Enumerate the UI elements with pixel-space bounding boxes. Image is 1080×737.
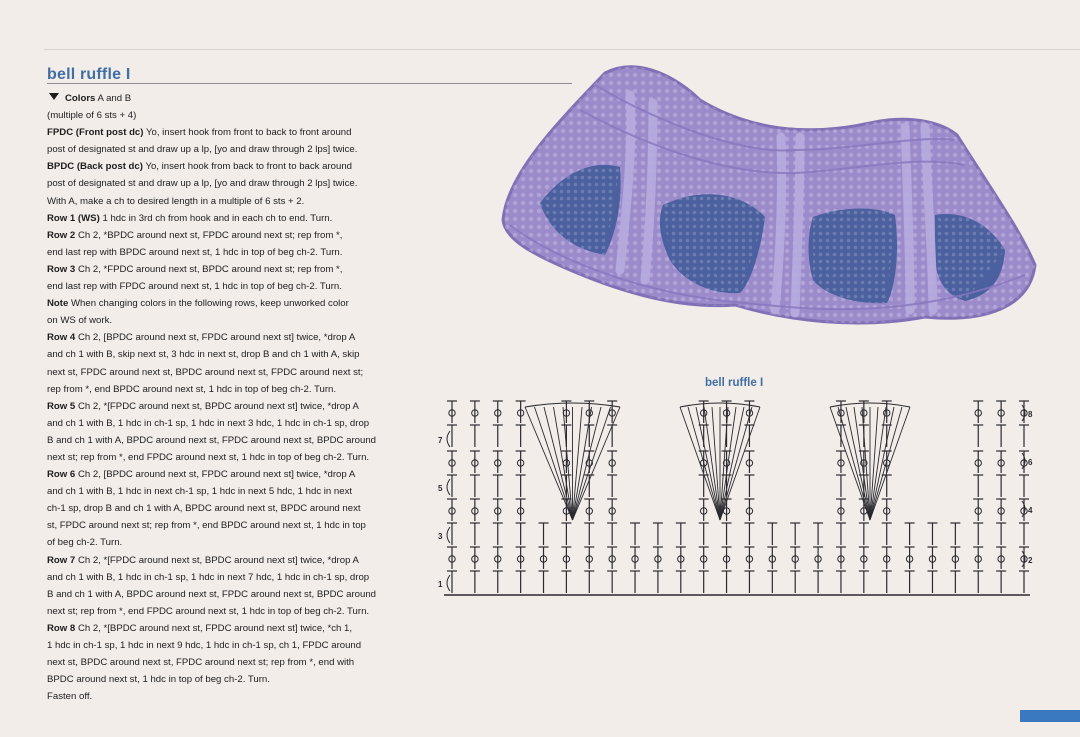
row-line bbox=[47, 449, 425, 466]
row-text: B and ch 1 with A, BPDC around next st, FPDC around next st, BPDC around bbox=[47, 434, 377, 446]
diagram-title: bell ruffle I bbox=[705, 377, 764, 389]
finish-line bbox=[47, 688, 425, 705]
fan-stitch bbox=[573, 407, 583, 520]
row-line bbox=[47, 483, 425, 500]
fan-stitch bbox=[573, 407, 592, 520]
row-line bbox=[47, 466, 425, 483]
row-text: Ch 2, [BPDC around next st, FPDC around next st] twice, *drop A bbox=[77, 469, 356, 481]
fan-stitch bbox=[720, 407, 752, 520]
row-label: Row 3 bbox=[47, 263, 76, 275]
fan-stitch bbox=[854, 407, 870, 520]
page-top-rule bbox=[44, 49, 1080, 50]
row-label: Row 8 bbox=[47, 622, 76, 634]
row-number-left: 1 bbox=[438, 580, 443, 589]
row-line bbox=[47, 261, 425, 278]
row-line bbox=[47, 329, 425, 346]
row-text: When changing colors in the following rows, keep unworked color bbox=[71, 298, 349, 310]
row-line bbox=[47, 244, 425, 261]
row-text: end last rep with FPDC around next st, 1 hdc in top of beg ch-2. Turn. bbox=[47, 281, 342, 293]
row-text: and ch 1 with B, 1 hdc in next ch-1 sp, 1 hdc in next 5 hdc, 1 hdc in next bbox=[47, 486, 353, 498]
row-line bbox=[47, 312, 425, 329]
fan-arc bbox=[680, 403, 760, 407]
turning-chain bbox=[447, 575, 450, 591]
triangle-bullet-icon bbox=[49, 93, 59, 100]
abbrev-text: post of designated st and draw up a lp, [yo and draw through 2 lps] twice. bbox=[47, 178, 358, 190]
row-text: ch-1 sp, drop B and ch 1 with A, BPDC around next st, BPDC around next bbox=[47, 503, 361, 515]
row-number-left: 5 bbox=[438, 484, 443, 493]
fan-stitch bbox=[525, 407, 573, 520]
fan-stitch bbox=[720, 407, 736, 520]
turning-chain bbox=[447, 527, 450, 543]
abbrev-term: FPDC (Front post dc) bbox=[47, 127, 144, 139]
row-number-right: 6 bbox=[1028, 458, 1033, 467]
pattern-title: bell ruffle I bbox=[47, 66, 131, 83]
row-text: and ch 1 with B, skip next st, 3 hdc in next st, drop B and ch 1 with A, skip bbox=[47, 349, 360, 361]
row-line bbox=[47, 654, 425, 671]
row-text: BPDC around next st, 1 hdc in top of beg ch-2. Turn. bbox=[47, 674, 270, 686]
row-label: Row 6 bbox=[47, 469, 76, 481]
foundation-line bbox=[47, 193, 425, 210]
row-line bbox=[47, 500, 425, 517]
row-line bbox=[47, 346, 425, 363]
page-corner-tab bbox=[1020, 710, 1080, 722]
row-text: B and ch 1 with A, BPDC around next st, FPDC around next st, BPDC around bbox=[47, 588, 377, 600]
pattern-instructions bbox=[47, 90, 425, 705]
fan-stitch bbox=[838, 407, 870, 520]
row-line bbox=[47, 415, 425, 432]
stitch-chart bbox=[430, 395, 1050, 610]
fan-stitch bbox=[573, 407, 621, 520]
row-text: and ch 1 with B, 1 hdc in ch-1 sp, 1 hdc in next 7 hdc, 1 hdc in ch-1 sp, drop bbox=[47, 571, 370, 583]
finish-text: Fasten off. bbox=[47, 691, 93, 703]
row-text: Ch 2, *[FPDC around next st, BPDC around next st] twice, *drop A bbox=[77, 400, 359, 412]
row-label: Row 5 bbox=[47, 400, 76, 412]
abbrev-text: Yo, insert hook from back to front to back around bbox=[145, 161, 353, 173]
row-text: Ch 2, *[FPDC around next st, BPDC around next st] twice, *drop A bbox=[77, 554, 359, 566]
row-line bbox=[47, 364, 425, 381]
row-line bbox=[47, 517, 425, 534]
row-line bbox=[47, 603, 425, 620]
fan-stitch bbox=[870, 407, 902, 520]
row-text: st, FPDC around next st; rep from *, end BPDC around next st, 1 hdc in top bbox=[47, 520, 366, 532]
row-line bbox=[47, 398, 425, 415]
row-label: Row 7 bbox=[47, 554, 76, 566]
fan-stitch bbox=[573, 407, 611, 520]
row-text: of beg ch-2. Turn. bbox=[47, 537, 123, 549]
abbrev-line bbox=[47, 141, 425, 158]
colors-label: Colors bbox=[65, 93, 96, 104]
row-label: Row 2 bbox=[47, 229, 76, 241]
row-line bbox=[47, 569, 425, 586]
row-text: and ch 1 with B, 1 hdc in ch-1 sp, 1 hdc in next 3 hdc, 1 hdc in ch-1 sp, drop bbox=[47, 417, 370, 429]
row-line bbox=[47, 671, 425, 688]
row-line bbox=[47, 295, 425, 312]
foundation-text: With A, make a ch to desired length in a multiple of 6 sts + 2. bbox=[47, 195, 305, 207]
title-underline bbox=[47, 83, 572, 84]
row-label: Row 1 (WS) bbox=[47, 212, 100, 224]
row-text: next st, BPDC around next st, FPDC around next st; rep from *, end with bbox=[47, 657, 355, 669]
fan-arc bbox=[525, 403, 620, 407]
row-line bbox=[47, 552, 425, 569]
row-text: rep from *, end BPDC around next st, 1 hdc in top of beg ch-2. Turn. bbox=[47, 383, 337, 395]
row-text: end last rep with BPDC around next st, 1 hdc in top of beg ch-2. Turn. bbox=[47, 246, 343, 258]
row-line bbox=[47, 381, 425, 398]
row-text: 1 hdc in ch-1 sp, 1 hdc in next 9 hdc, 1 hdc in ch-1 sp, ch 1, FPDC around bbox=[47, 640, 362, 651]
row-text: Ch 2, *FPDC around next st, BPDC around next st; rep from *, bbox=[77, 263, 343, 275]
row-text: next st; rep from *, end FPDC around next st, 1 hdc in top of beg ch-2. Turn. bbox=[47, 451, 370, 463]
row-number-left: 3 bbox=[438, 532, 443, 541]
row-number-right: 2 bbox=[1028, 556, 1033, 565]
row-text: Ch 2, *[BPDC around next st, FPDC around next st] twice, *ch 1, bbox=[77, 622, 353, 634]
row-line bbox=[47, 534, 425, 551]
turning-chain bbox=[447, 431, 450, 447]
colors-value: A and B bbox=[97, 93, 132, 104]
row-line bbox=[47, 620, 425, 637]
fan-arc bbox=[830, 403, 910, 407]
abbrev-text: Yo, insert hook from front to back to front around bbox=[145, 127, 352, 139]
abbrev-line bbox=[47, 124, 425, 141]
abbrev-line bbox=[47, 158, 425, 175]
row-text: next st, FPDC around next st, BPDC around next st, FPDC around next st; bbox=[47, 366, 364, 378]
row-line bbox=[47, 227, 425, 244]
row-text: 1 hdc in 3rd ch from hook and in each ch to end. Turn. bbox=[102, 212, 333, 224]
fan-stitch bbox=[563, 407, 573, 520]
row-line bbox=[47, 278, 425, 295]
row-text: next st; rep from *, end FPDC around next st, 1 hdc in top of beg ch-2. Turn. bbox=[47, 605, 370, 617]
multiple-line: (multiple of 6 sts + 4) bbox=[47, 110, 137, 122]
row-text: Ch 2, [BPDC around next st, FPDC around next st] twice, *drop A bbox=[77, 332, 356, 344]
row-number-right: 8 bbox=[1028, 410, 1033, 419]
abbrev-term: BPDC (Back post dc) bbox=[47, 161, 143, 173]
turning-chain bbox=[447, 479, 450, 495]
row-line bbox=[47, 637, 425, 654]
abbrev-text: post of designated st and draw up a lp, [yo and draw through 2 lps] twice. bbox=[47, 144, 358, 156]
row-number-right: 4 bbox=[1028, 506, 1033, 515]
row-line bbox=[47, 586, 425, 603]
row-text: Ch 2, *BPDC around next st, FPDC around next st; rep from *, bbox=[77, 229, 343, 241]
row-number-left: 7 bbox=[438, 436, 443, 445]
row-label: Note bbox=[47, 298, 69, 310]
abbrev-line bbox=[47, 175, 425, 192]
row-text: on WS of work. bbox=[47, 315, 113, 327]
swatch-photo bbox=[495, 55, 1045, 335]
row-line bbox=[47, 210, 425, 227]
row-line bbox=[47, 432, 425, 449]
colors-line bbox=[47, 90, 425, 107]
row-label: Row 4 bbox=[47, 332, 76, 344]
